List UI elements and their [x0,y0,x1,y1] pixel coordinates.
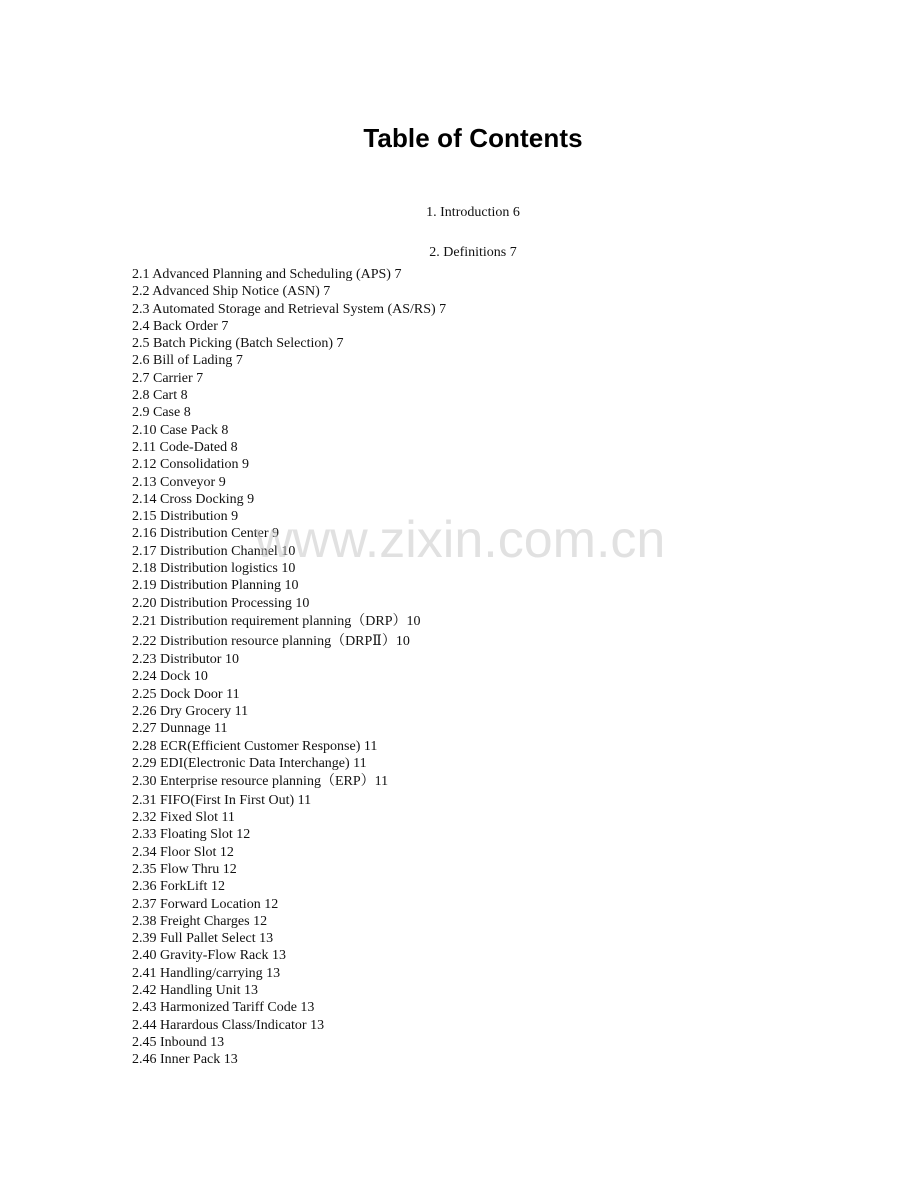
toc-entry[interactable]: 2.29 EDI(Electronic Data Interchange) 11 [132,755,367,771]
toc-entry[interactable]: 2.40 Gravity-Flow Rack 13 [132,948,286,964]
toc-entry[interactable]: 2.19 Distribution Planning 10 [132,578,299,594]
toc-entry[interactable]: 2.17 Distribution Channel 10 [132,543,296,559]
toc-entry[interactable]: 2.41 Handling/carrying 13 [132,965,281,981]
toc-entry[interactable]: 2.42 Handling Unit 13 [132,983,258,999]
page-title: Table of Contents [363,123,583,153]
toc-entry[interactable]: 2.11 Code-Dated 8 [132,439,238,455]
toc-entry-list [132,266,446,1069]
toc-entry[interactable]: 2.3 Automated Storage and Retrieval System (AS/RS) 7 [132,301,447,317]
toc-entry[interactable]: 2.31 FIFO(First In First Out) 11 [132,792,312,808]
toc-entry[interactable]: 2.24 Dock 10 [132,669,208,685]
toc-entry[interactable]: 2.35 Flow Thru 12 [132,861,237,877]
toc-entry[interactable]: 2.20 Distribution Processing 10 [132,595,310,611]
toc-entry[interactable]: 2.45 Inbound 13 [132,1034,225,1050]
toc-entry[interactable]: 2.21 Distribution requirement planning（DRP）10 [132,613,421,629]
toc-entry[interactable]: 2.10 Case Pack 8 [132,422,229,438]
toc-entry[interactable]: 2.46 Inner Pack 13 [132,1052,238,1068]
toc-entry[interactable]: 2.2 Advanced Ship Notice (ASN) 7 [132,284,331,300]
toc-entry[interactable]: 2.9 Case 8 [132,405,191,421]
toc-entry[interactable]: 2.25 Dock Door 11 [132,686,240,702]
toc-entry[interactable]: 2.4 Back Order 7 [132,318,229,334]
toc-entry[interactable]: 2.16 Distribution Center 9 [132,526,279,542]
toc-section-definitions[interactable]: 2. Definitions 7 [429,245,517,260]
toc-entry[interactable]: 2.12 Consolidation 9 [132,457,250,473]
toc-entry[interactable]: 2.39 Full Pallet Select 13 [132,931,274,947]
toc-entry[interactable]: 2.27 Dunnage 11 [132,721,228,737]
toc-entry[interactable]: 2.22 Distribution resource planning（DRPⅡ）10 [132,633,410,649]
toc-entry[interactable]: 2.6 Bill of Lading 7 [132,353,243,369]
toc-entry[interactable]: 2.34 Floor Slot 12 [132,844,234,860]
toc-entry[interactable]: 2.18 Distribution logistics 10 [132,561,296,577]
toc-entry[interactable]: 2.44 Harardous Class/Indicator 13 [132,1017,325,1033]
toc-entry[interactable]: 2.28 ECR(Efficient Customer Response) 11 [132,738,378,754]
toc-entry[interactable]: 2.15 Distribution 9 [132,509,239,525]
toc-entry[interactable]: 2.32 Fixed Slot 11 [132,810,235,826]
toc-entry[interactable]: 2.37 Forward Location 12 [132,896,279,912]
toc-entry[interactable]: 2.23 Distributor 10 [132,652,239,668]
toc-entry[interactable]: 2.1 Advanced Planning and Scheduling (APS) 7 [132,267,402,282]
toc-entry[interactable]: 2.5 Batch Picking (Batch Selection) 7 [132,336,344,352]
toc-entry[interactable]: 2.38 Freight Charges 12 [132,913,268,929]
toc-section-introduction[interactable]: 1. Introduction 6 [426,205,520,220]
toc-entry[interactable]: 2.30 Enterprise resource planning（ERP）11 [132,774,389,790]
toc-entry[interactable]: 2.14 Cross Docking 9 [132,491,255,507]
toc-entry[interactable]: 2.8 Cart 8 [132,388,188,404]
toc-entry[interactable]: 2.36 ForkLift 12 [132,879,225,895]
toc-entry[interactable]: 2.43 Harmonized Tariff Code 13 [132,1000,315,1016]
toc-entry[interactable]: 2.7 Carrier 7 [132,370,204,386]
watermark: www.zixin.com.cn [255,511,666,569]
toc-entry[interactable]: 2.13 Conveyor 9 [132,474,226,490]
toc-entry[interactable]: 2.33 Floating Slot 12 [132,827,251,843]
toc-entry[interactable]: 2.26 Dry Grocery 11 [132,704,249,720]
